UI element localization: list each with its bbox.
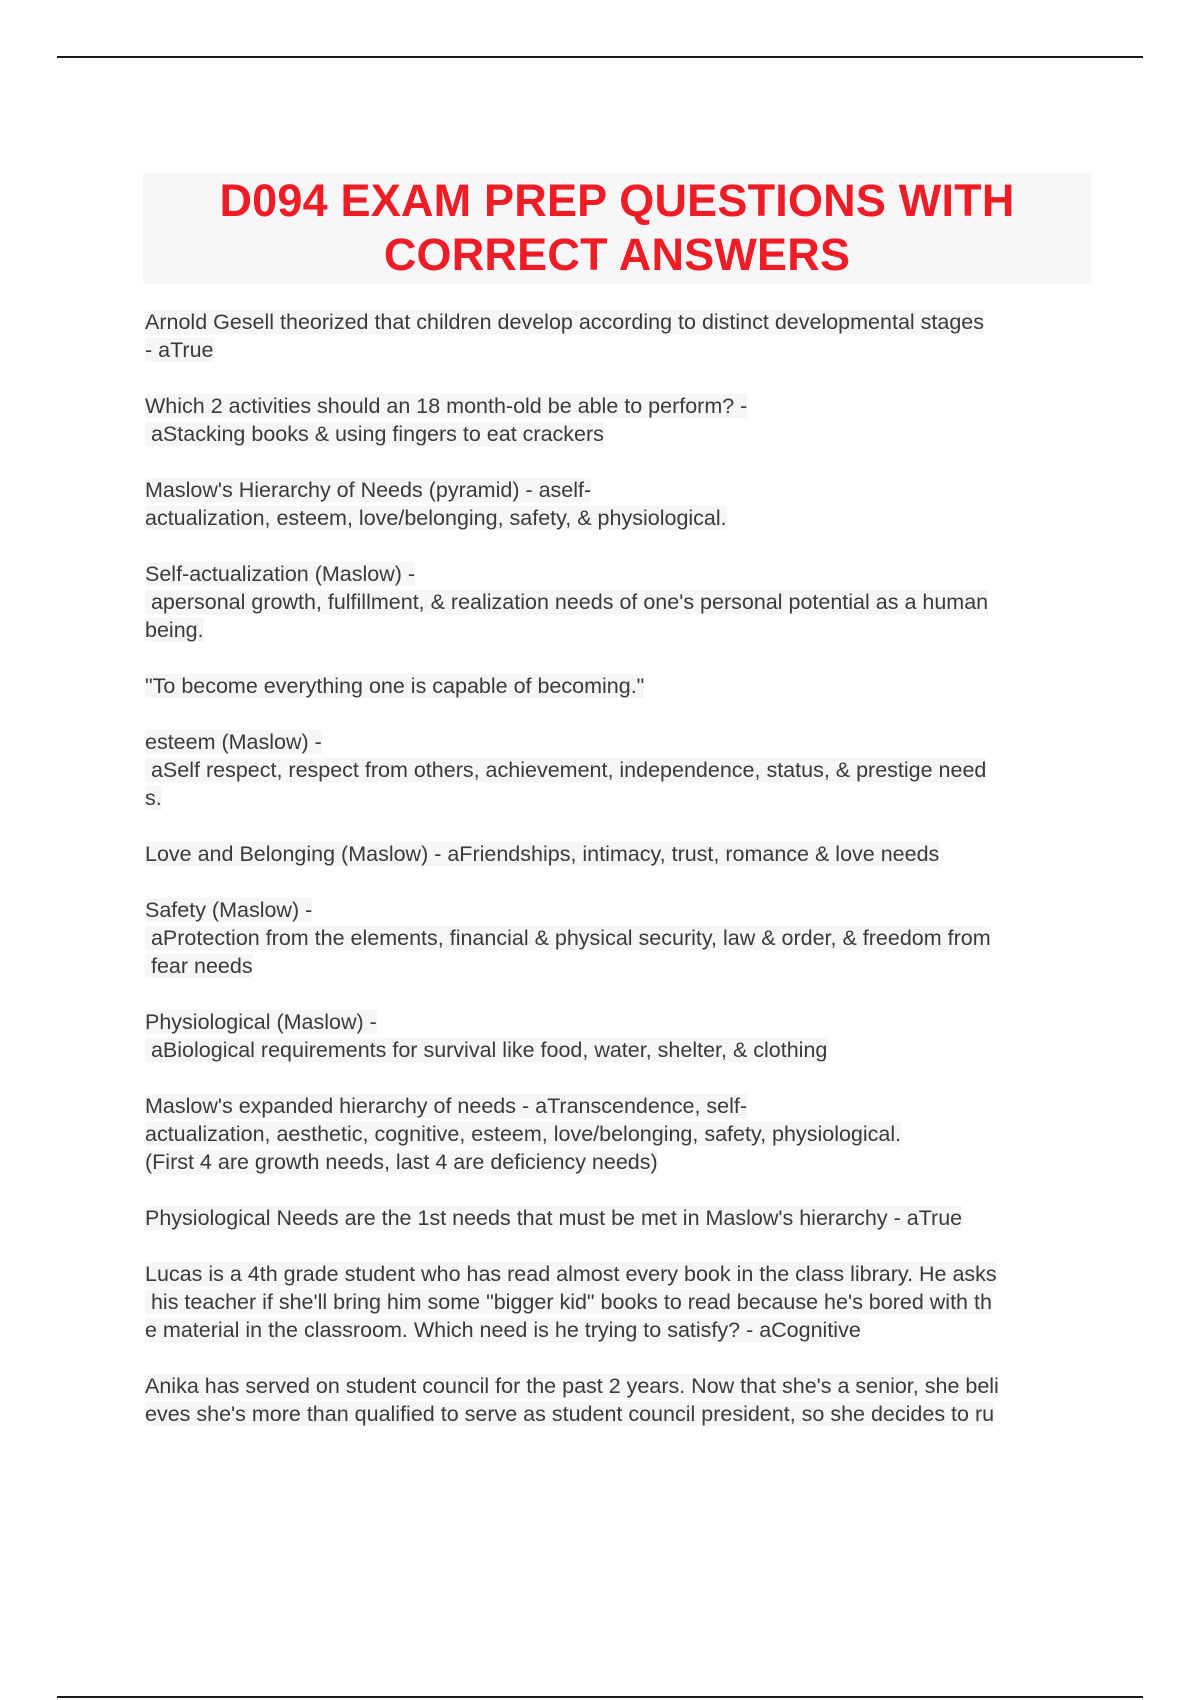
qa-entry xyxy=(145,672,1095,700)
qa-entry-text: actualization, aesthetic, cognitive, esteem, love/belonging, safety, physiological. xyxy=(145,1122,902,1146)
qa-entry-line xyxy=(145,504,1095,532)
qa-entry-text: eves she's more than qualified to serve as student council president, so she decides to ru xyxy=(145,1402,995,1426)
qa-entry xyxy=(145,1372,1095,1428)
qa-entry xyxy=(145,896,1095,980)
qa-entry xyxy=(145,1008,1095,1064)
qa-entry-line xyxy=(145,420,1095,448)
qa-entry-text: aSelf respect, respect from others, achievement, independence, status, & prestige need xyxy=(145,758,987,782)
qa-entry-line xyxy=(145,840,1095,868)
qa-entry-line xyxy=(145,560,1095,588)
qa-entry xyxy=(145,1092,1095,1176)
qa-entry-text: - aTrue xyxy=(145,338,214,362)
qa-entry-line xyxy=(145,1036,1095,1064)
qa-entry-line xyxy=(145,588,1095,616)
qa-entry-text: aStacking books & using fingers to eat crackers xyxy=(145,422,604,446)
title-line-2: CORRECT ANSWERS xyxy=(383,229,851,280)
qa-entry-text: apersonal growth, fulfillment, & realization needs of one's personal potential as a human xyxy=(145,590,989,614)
qa-list xyxy=(145,308,1095,1456)
qa-entry xyxy=(145,728,1095,812)
qa-entry-line xyxy=(145,1316,1095,1344)
qa-entry-text: aProtection from the elements, financial & physical security, law & order, & freedom from xyxy=(145,926,991,950)
qa-entry xyxy=(145,308,1095,364)
qa-entry-line xyxy=(145,1400,1095,1428)
qa-entry-text: Anika has served on student council for the past 2 years. Now that she's a senior, she beli xyxy=(145,1374,999,1398)
qa-entry-line xyxy=(145,672,1095,700)
title-line-1: D094 EXAM PREP QUESTIONS WITH xyxy=(219,175,1015,226)
qa-entry-line xyxy=(145,728,1095,756)
qa-entry-line xyxy=(145,1372,1095,1400)
qa-entry-line xyxy=(145,952,1095,980)
qa-entry xyxy=(145,1260,1095,1344)
top-rule xyxy=(57,56,1143,58)
qa-entry xyxy=(145,476,1095,532)
qa-entry-text: Lucas is a 4th grade student who has read almost every book in the class library. He asks xyxy=(145,1262,997,1286)
qa-entry-line xyxy=(145,896,1095,924)
qa-entry-line xyxy=(145,476,1095,504)
qa-entry xyxy=(145,840,1095,868)
qa-entry-line xyxy=(145,924,1095,952)
qa-entry-text: being. xyxy=(145,618,204,642)
qa-entry-text: Which 2 activities should an 18 month-old be able to perform? - xyxy=(145,394,748,418)
qa-entry-text: esteem (Maslow) - xyxy=(145,730,322,754)
qa-entry xyxy=(145,1204,1095,1232)
qa-entry-text: Arnold Gesell theorized that children develop according to distinct developmental stages xyxy=(145,310,984,334)
bottom-rule xyxy=(57,1696,1143,1698)
qa-entry xyxy=(145,392,1095,448)
qa-entry-line xyxy=(145,336,1095,364)
qa-entry-text: his teacher if she'll bring him some "bigger kid" books to read because he's bored with th xyxy=(145,1290,992,1314)
qa-entry-line xyxy=(145,1008,1095,1036)
qa-entry-line xyxy=(145,1092,1095,1120)
qa-entry-text: Physiological Needs are the 1st needs that must be met in Maslow's hierarchy - aTrue xyxy=(145,1206,963,1230)
qa-entry-text: e material in the classroom. Which need is he trying to satisfy? - aCognitive xyxy=(145,1318,861,1342)
qa-entry-line xyxy=(145,784,1095,812)
qa-entry xyxy=(145,560,1095,644)
qa-entry-line xyxy=(145,1120,1095,1148)
qa-entry-text: fear needs xyxy=(145,954,253,978)
qa-entry-line xyxy=(145,616,1095,644)
qa-entry-line xyxy=(145,756,1095,784)
qa-entry-line xyxy=(145,392,1095,420)
qa-entry-text: Maslow's Hierarchy of Needs (pyramid) - aself- xyxy=(145,478,592,502)
qa-entry-text: s. xyxy=(145,786,162,810)
qa-entry-text: aBiological requirements for survival like food, water, shelter, & clothing xyxy=(145,1038,828,1062)
qa-entry-line xyxy=(145,308,1095,336)
qa-entry-line xyxy=(145,1260,1095,1288)
qa-entry-text: "To become everything one is capable of becoming." xyxy=(145,674,645,698)
qa-entry-line xyxy=(145,1204,1095,1232)
qa-entry-text: Physiological (Maslow) - xyxy=(145,1010,377,1034)
qa-entry-text: Love and Belonging (Maslow) - aFriendships, intimacy, trust, romance & love needs xyxy=(145,842,940,866)
qa-entry-text: actualization, esteem, love/belonging, safety, & physiological. xyxy=(145,506,727,530)
qa-entry-line xyxy=(145,1148,1095,1176)
qa-entry-text: Self-actualization (Maslow) - xyxy=(145,562,416,586)
qa-entry-text: Maslow's expanded hierarchy of needs - aTranscendence, self- xyxy=(145,1094,748,1118)
qa-entry-text: (First 4 are growth needs, last 4 are deficiency needs) xyxy=(145,1150,658,1174)
qa-entry-line xyxy=(145,1288,1095,1316)
qa-entry-text: Safety (Maslow) - xyxy=(145,898,313,922)
document-title xyxy=(143,173,1091,284)
